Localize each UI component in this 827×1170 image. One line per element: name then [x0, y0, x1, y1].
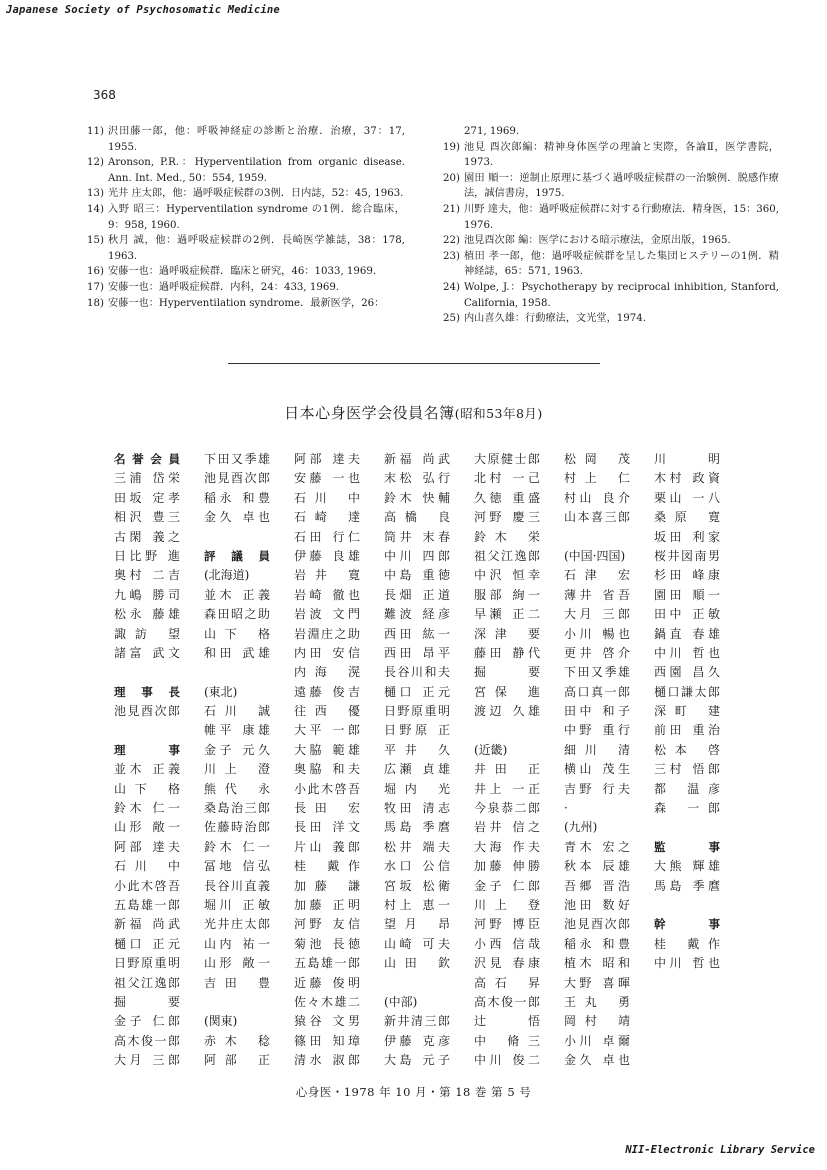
roster-column [114, 450, 204, 1071]
roster-name: 掘 要 [474, 665, 540, 680]
reference-text: 園田 順一：逆制止原理に基づく過呼吸症候群の一治験例．脱感作療法，誠信書房，1975. [464, 172, 779, 200]
roster-heading: 評議員 [204, 548, 270, 563]
reference-number: 17) [87, 281, 104, 293]
reference-number: 20) [443, 172, 460, 184]
roster-name: 宮保 進 [474, 684, 540, 699]
roster-name: 大平 一郎 [294, 723, 360, 738]
reference-item [436, 233, 779, 249]
roster-name: 諏訪 望 [114, 626, 180, 641]
page-number: 368 [93, 88, 116, 102]
roster-name: 中川 哲也 [654, 956, 720, 971]
roster-name: 石川 中 [294, 490, 360, 505]
roster-name: 前田 重治 [654, 723, 720, 738]
roster-name: 石崎 達 [294, 510, 360, 525]
roster-name: 山本喜三郎 [564, 510, 630, 525]
reference-text: 入野 昭三：Hyperventilation syndrome の1例．総合臨床，9：958, 1960. [108, 203, 405, 231]
reference-number: 24) [443, 281, 460, 293]
roster-name: 日比野 進 [114, 548, 180, 563]
roster-name: 青木 宏之 [564, 839, 630, 854]
reference-text: 安藤一也：過呼吸症候群．内科，24：433, 1969. [108, 281, 340, 293]
roster-name: 川 明 [654, 452, 720, 466]
roster-region: (東北) [204, 684, 238, 699]
roster-heading: 理事 [114, 742, 180, 757]
reference-number: 21) [443, 203, 460, 215]
roster-name: 北村 一己 [474, 471, 540, 486]
roster-spacer [204, 528, 270, 547]
officer-roster [114, 450, 734, 1071]
roster-name: 並木 正義 [204, 587, 270, 602]
roster-name: 栗山 一八 [654, 490, 720, 505]
roster-name: 筒井 末春 [384, 529, 450, 544]
roster-name: 岩井 寛 [294, 568, 360, 583]
roster-name: 樋口謙太郎 [654, 684, 720, 699]
roster-name: 桑島治三郎 [204, 801, 270, 816]
roster-name: 下田又季雄 [564, 665, 630, 680]
roster-name: 伊藤 克彦 [384, 1033, 450, 1048]
roster-name: 河野 博臣 [474, 917, 540, 932]
roster-name: 高石 昇 [474, 975, 540, 990]
reference-item [436, 202, 779, 233]
roster-name: 和田 武雄 [204, 645, 270, 660]
roster-name: 稲永 和豊 [204, 490, 270, 505]
roster-name: 今泉恭二郎 [474, 801, 540, 816]
roster-spacer [654, 1012, 720, 1031]
roster-name: 沢見 春康 [474, 956, 540, 971]
reference-item [80, 202, 405, 233]
roster-name: 木村 政資 [654, 471, 720, 486]
roster-name: 吉野 行夫 [564, 781, 630, 796]
roster-name: 日野原 正 [384, 723, 450, 738]
roster-spacer [654, 974, 720, 993]
roster-name: 高木俊一郎 [474, 994, 540, 1009]
roster-name: 加藤 伸勝 [474, 859, 540, 874]
roster-name: 村上 仁 [564, 471, 630, 486]
roster-name: 桑原 寛 [654, 510, 720, 525]
reference-text: 秋月 誠，他：過呼吸症候群の2例．長崎医学雑誌，38：178, 1963. [108, 235, 405, 262]
roster-name: 帷平 康雄 [204, 723, 270, 738]
reference-text: 271, 1969. [464, 126, 520, 137]
reference-item [80, 155, 405, 186]
roster-name: 稲永 和豊 [564, 936, 630, 951]
roster-name: 中 脩三 [474, 1033, 540, 1048]
roster-name: 伊藤 良雄 [294, 548, 360, 563]
roster-region: (中部) [384, 994, 418, 1009]
reference-text: Aronson, P.R.：Hyperventilation from organic disease. Ann. Int. Med., 50：554, 1959. [108, 157, 405, 184]
reference-number: 19) [443, 141, 460, 153]
roster-column [474, 450, 564, 1071]
roster-name: 鍋直 春雄 [654, 626, 720, 641]
roster-spacer [564, 528, 630, 547]
reference-text: 光井 庄太郎，他：過呼吸症候群の3例．日内誌，52：45, 1963. [108, 188, 404, 200]
reference-number: 15) [87, 235, 104, 247]
roster-name: 阿部 達夫 [294, 452, 360, 466]
journal-footer: 心身医・1978 年 10 月・第 18 巻 第 5 号 [295, 1085, 532, 1099]
roster-spacer [204, 993, 270, 1012]
roster-name: 鈴木 仁一 [114, 801, 180, 816]
roster-name: 王丸 勇 [564, 994, 630, 1009]
roster-name: 秋本 辰雄 [564, 859, 630, 874]
roster-name: 大月 三郎 [114, 1053, 180, 1068]
roster-name: 難波 経彦 [384, 607, 450, 622]
reference-text: 植田 孝一郎，他：過呼吸症候群を呈した集団ヒステリーの1例．精神経誌，65：571, 1963. [464, 250, 779, 278]
roster-name: 小西 信哉 [474, 936, 540, 951]
roster-name: 猿谷 文男 [294, 1014, 360, 1029]
roster-name: 更井 啓介 [564, 645, 630, 660]
roster-name: 奥村 二吉 [114, 568, 180, 583]
roster-name: 西田 昂平 [384, 645, 450, 660]
roster-name: 園田 順一 [654, 587, 720, 602]
roster-name: 大島 元子 [384, 1053, 450, 1068]
roster-name: 中野 重行 [564, 723, 630, 738]
roster-name: 山下 格 [204, 626, 270, 641]
roster-name: 新福 尚武 [114, 917, 180, 932]
roster-name: 長谷川和夫 [384, 665, 450, 680]
reference-item [436, 171, 779, 202]
roster-name: 鈴木 快輔 [384, 490, 450, 505]
reference-number: 23) [443, 250, 460, 262]
roster-heading: 幹事 [654, 917, 720, 932]
roster-name: 安藤 一也 [294, 471, 360, 486]
roster-name: 内海 滉 [294, 665, 360, 680]
roster-spacer [114, 663, 180, 682]
roster-name: 佐々木雄二 [294, 994, 360, 1009]
reference-number: 22) [443, 235, 460, 247]
reference-number [436, 124, 464, 140]
roster-name: 小川 卓爾 [564, 1033, 630, 1048]
roster-name: 高口真一郎 [564, 684, 630, 699]
roster-region: (関東) [204, 1014, 238, 1029]
roster-name: 鈴木 仁一 [204, 839, 270, 854]
roster-name: 牧田 清志 [384, 801, 450, 816]
roster-name: 村山 良介 [564, 490, 630, 505]
roster-name: 相沢 豊三 [114, 510, 180, 525]
roster-name: 中島 重徳 [384, 568, 450, 583]
roster-name: 山形 敞一 [114, 820, 180, 835]
roster-name: 五島雄一郎 [294, 956, 360, 971]
reference-text: 沢田藤一郎，他：呼吸神経症の診断と治療．治療，37：17, 1955. [108, 126, 405, 153]
roster-name: 深津 要 [474, 626, 540, 641]
roster-name: 長谷川直義 [204, 878, 270, 893]
roster-name: 早瀬 正二 [474, 607, 540, 622]
roster-name: 馬島 季麿 [654, 878, 720, 893]
roster-spacer [654, 993, 720, 1012]
roster-name: 植木 昭和 [564, 956, 630, 971]
roster-name: 池見酉次郎 [204, 471, 270, 486]
references-left [80, 124, 405, 311]
roster-name: 堀内 光 [384, 781, 450, 796]
roster-name: 長田 洋文 [294, 820, 360, 835]
roster-name: 鈴木 栄 [474, 529, 540, 544]
roster-name: 近藤 俊明 [294, 975, 360, 990]
reference-item [80, 264, 405, 280]
roster-name: 田坂 定孝 [114, 490, 180, 505]
roster-name: 金久 卓也 [564, 1053, 630, 1068]
roster-title [0, 402, 827, 423]
reference-number: 11) [87, 126, 104, 137]
roster-name: 往西 優 [294, 704, 360, 719]
reference-number: 25) [443, 313, 460, 325]
roster-name: 高木俊一郎 [114, 1033, 180, 1048]
roster-name: 小川 暢也 [564, 626, 630, 641]
roster-name: 桜井図南男 [654, 548, 720, 563]
roster-name: 池田 数好 [564, 897, 630, 912]
roster-name: 山下 格 [114, 781, 180, 796]
roster-name: 中川 俊二 [474, 1053, 540, 1068]
roster-name: 薄井 省吾 [564, 587, 630, 602]
roster-name: 大脇 範雄 [294, 742, 360, 757]
roster-name: 森 一郎 [654, 801, 720, 816]
roster-name: 赤木 稔 [204, 1033, 270, 1048]
roster-name: 山崎 可夫 [384, 936, 450, 951]
roster-region: (近畿) [474, 742, 508, 757]
roster-name: 光井庄太郎 [204, 917, 270, 932]
reference-number: 14) [87, 203, 104, 215]
roster-name: 広瀬 貞雄 [384, 762, 450, 777]
roster-name: 加藤 謙 [294, 878, 360, 893]
roster-name: 古閑 義之 [114, 529, 180, 544]
reference-item [436, 311, 779, 327]
roster-name: 長田 宏 [294, 801, 360, 816]
roster-name: 阿部 達夫 [114, 839, 180, 854]
roster-name: 桂 戴作 [294, 859, 360, 874]
reference-item [80, 280, 405, 296]
roster-heading: 監事 [654, 839, 720, 854]
roster-spacer [204, 663, 270, 682]
roster-name: 日野原重明 [114, 956, 180, 971]
roster-name: 中川 四郎 [384, 548, 450, 563]
reference-number: 13) [87, 188, 104, 200]
roster-name: 横山 茂生 [564, 762, 630, 777]
roster-name: 森田昭之助 [204, 607, 270, 622]
roster-name: 岩井 信之 [474, 820, 540, 835]
roster-name: 大月 三郎 [564, 607, 630, 622]
reference-text: 池見酉次郎 編：医学における暗示療法，金原出版，1965. [464, 235, 731, 247]
roster-name: 内田 安信 [294, 645, 360, 660]
roster-name: 大海 作夫 [474, 839, 540, 854]
roster-name: 中川 哲也 [654, 645, 720, 660]
roster-name: 馬島 季麿 [384, 820, 450, 835]
roster-name: 九嶋 勝司 [114, 587, 180, 602]
roster-name: 辻 悟 [474, 1014, 540, 1029]
roster-name: 佐藤時治郎 [204, 820, 270, 835]
roster-name: 西園 昌久 [654, 665, 720, 680]
roster-name: 深町 建 [654, 704, 720, 719]
roster-name: 熊代 永 [204, 781, 270, 796]
roster-name: 池見酉次郎 [564, 917, 630, 932]
roster-name: 都 温彦 [654, 781, 720, 796]
roster-name: 加藤 正明 [294, 897, 360, 912]
roster-name: 井田 正 [474, 762, 540, 777]
section-divider [228, 363, 600, 364]
roster-name: 高橋 良 [384, 510, 450, 525]
roster-name: 日野原重明 [384, 704, 450, 719]
roster-name: 菊池 長徳 [294, 936, 360, 951]
roster-spacer [654, 1051, 720, 1070]
roster-name: 吾郷 晋浩 [564, 878, 630, 893]
roster-name: 河野 友信 [294, 917, 360, 932]
roster-name: 望月 昂 [384, 917, 450, 932]
roster-name: 長畑 正道 [384, 587, 450, 602]
roster-name: 石川 中 [114, 859, 180, 874]
roster-spacer [474, 721, 540, 740]
roster-name: 金子 元久 [204, 742, 270, 757]
reference-text: 安藤一也：Hyperventilation syndrome．最新医学，26： [108, 297, 385, 309]
roster-name: 大熊 輝雄 [654, 859, 720, 874]
roster-column [564, 450, 654, 1071]
roster-name: 新福 尚武 [384, 452, 450, 466]
roster-spacer [654, 818, 720, 837]
roster-name: 篠田 知璋 [294, 1033, 360, 1048]
roster-name: 清水 淑郎 [294, 1053, 360, 1068]
roster-name: 杉田 峰康 [654, 568, 720, 583]
roster-name: 樋口 正元 [384, 684, 450, 699]
roster-name: 奥脇 和夫 [294, 762, 360, 777]
reference-item [80, 233, 405, 264]
roster-region: (北海道) [204, 568, 250, 583]
roster-name: 祖父江逸郎 [474, 548, 540, 563]
roster-name: 久徳 重盛 [474, 490, 540, 505]
roster-name: 金子 仁郎 [474, 878, 540, 893]
roster-name: 五島雄一郎 [114, 897, 180, 912]
roster-name: 遠藤 俊吉 [294, 684, 360, 699]
roster-name: 川上 登 [474, 897, 540, 912]
reference-item [436, 280, 779, 311]
roster-name: 河野 慶三 [474, 510, 540, 525]
roster-name: 石田 行仁 [294, 529, 360, 544]
roster-name: 宮坂 松衛 [384, 878, 450, 893]
roster-name: 岡村 靖 [564, 1014, 630, 1029]
roster-name: 岩波 文門 [294, 607, 360, 622]
roster-name: 山内 祐一 [204, 936, 270, 951]
roster-name: 松永 藤雄 [114, 607, 180, 622]
roster-name: 井上 一正 [474, 781, 540, 796]
roster-title-text: 日本心身医学会役員名簿 [284, 404, 455, 422]
roster-name: 金久 卓也 [204, 510, 270, 525]
service-footer: NII-Electronic Library Service [625, 1144, 815, 1156]
roster-name: 岩淵庄之助 [294, 626, 360, 641]
roster-name: 冨地 信弘 [204, 859, 270, 874]
roster-region: (中国·四国) [564, 548, 626, 563]
roster-name: 片山 義郎 [294, 839, 360, 854]
roster-name: 田中 和子 [564, 704, 630, 719]
reference-number: 16) [87, 266, 104, 278]
roster-name: 小此木啓吾 [294, 781, 360, 796]
roster-name: 田中 正敏 [654, 607, 720, 622]
roster-name: 松岡 茂 [564, 452, 630, 466]
roster-spacer [654, 1032, 720, 1051]
reference-item [80, 296, 405, 312]
roster-date: (昭和53年8月) [454, 406, 543, 421]
reference-item [436, 249, 779, 280]
roster-name: 西田 紘一 [384, 626, 450, 641]
roster-name: 吉田 豊 [204, 975, 270, 990]
roster-name: 金子 仁郎 [114, 1014, 180, 1029]
references-right [436, 124, 779, 327]
roster-name: 坂田 利家 [654, 529, 720, 544]
roster-heading: 名誉会員 [114, 452, 180, 466]
reference-text: 川野 達夫，他：過呼吸症候群に対する行動療法．精身医，15：360, 1976. [464, 203, 779, 231]
roster-name: 並木 正義 [114, 762, 180, 777]
roster-name: 桂 戴作 [654, 936, 720, 951]
roster-name: 石津 宏 [564, 568, 630, 583]
society-header: Japanese Society of Psychosomatic Medicine [6, 4, 280, 16]
roster-spacer [114, 721, 180, 740]
reference-text: 池見 酉次郎編：精神身体医学の理論と実際，各論Ⅱ，医学書院，1973. [464, 141, 779, 169]
roster-name: 山田 欽 [384, 956, 450, 971]
roster-name: 山形 敞一 [204, 956, 270, 971]
roster-name: 阿部 正 [204, 1053, 270, 1068]
reference-number: 12) [87, 157, 104, 169]
roster-name: 石川 誠 [204, 704, 270, 719]
roster-name: 細川 清 [564, 742, 630, 757]
roster-column [384, 450, 474, 1071]
roster-name: 三浦 岱栄 [114, 471, 180, 486]
roster-region: · [564, 801, 568, 816]
roster-name: 藤田 静代 [474, 645, 540, 660]
roster-name: 末松 弘行 [384, 471, 450, 486]
roster-region: (九州) [564, 820, 598, 835]
roster-name: 水口 公信 [384, 859, 450, 874]
roster-name: 服部 絢一 [474, 587, 540, 602]
roster-name: 新井清三郎 [384, 1014, 450, 1029]
roster-spacer [384, 974, 450, 993]
roster-column [204, 450, 294, 1071]
roster-name: 池見酉次郎 [114, 704, 180, 719]
roster-name: 岩崎 徹也 [294, 587, 360, 602]
reference-text: 内山喜久雄：行動療法，文光堂，1974. [464, 313, 646, 325]
roster-name: 平井 久 [384, 742, 450, 757]
roster-column [294, 450, 384, 1071]
reference-item [436, 140, 779, 171]
roster-name: 渡辺 久雄 [474, 704, 540, 719]
roster-name: 小此木啓吾 [114, 878, 180, 893]
roster-name: 下田又季雄 [204, 452, 270, 466]
roster-name: 中沢 恒幸 [474, 568, 540, 583]
roster-name: 諸富 武文 [114, 645, 180, 660]
reference-number: 18) [87, 297, 104, 309]
reference-text: Wolpe, J.：Psychotherapy by reciprocal inhibition, Stanford, California, 1958. [464, 281, 779, 309]
roster-column [654, 450, 744, 1071]
roster-name: 樋口 正元 [114, 936, 180, 951]
reference-item [80, 124, 405, 155]
reference-text: 安藤一也：過呼吸症候群．臨床と研究，46：1033, 1969. [108, 266, 377, 278]
roster-name: 三村 悟郎 [654, 762, 720, 777]
reference-item [436, 124, 779, 140]
roster-name: 掘 要 [114, 994, 180, 1009]
roster-name: 堀川 正敏 [204, 897, 270, 912]
roster-name: 大野 喜暉 [564, 975, 630, 990]
roster-heading: 理事長 [114, 684, 180, 699]
roster-name: 祖父江逸郎 [114, 975, 180, 990]
roster-spacer [654, 896, 720, 915]
roster-name: 村上 恵一 [384, 897, 450, 912]
roster-name: 松本 啓 [654, 742, 720, 757]
roster-name: 松井 端夫 [384, 839, 450, 854]
reference-item [80, 186, 405, 202]
roster-name: 川上 澄 [204, 762, 270, 777]
roster-name: 大原健士郎 [474, 452, 540, 466]
